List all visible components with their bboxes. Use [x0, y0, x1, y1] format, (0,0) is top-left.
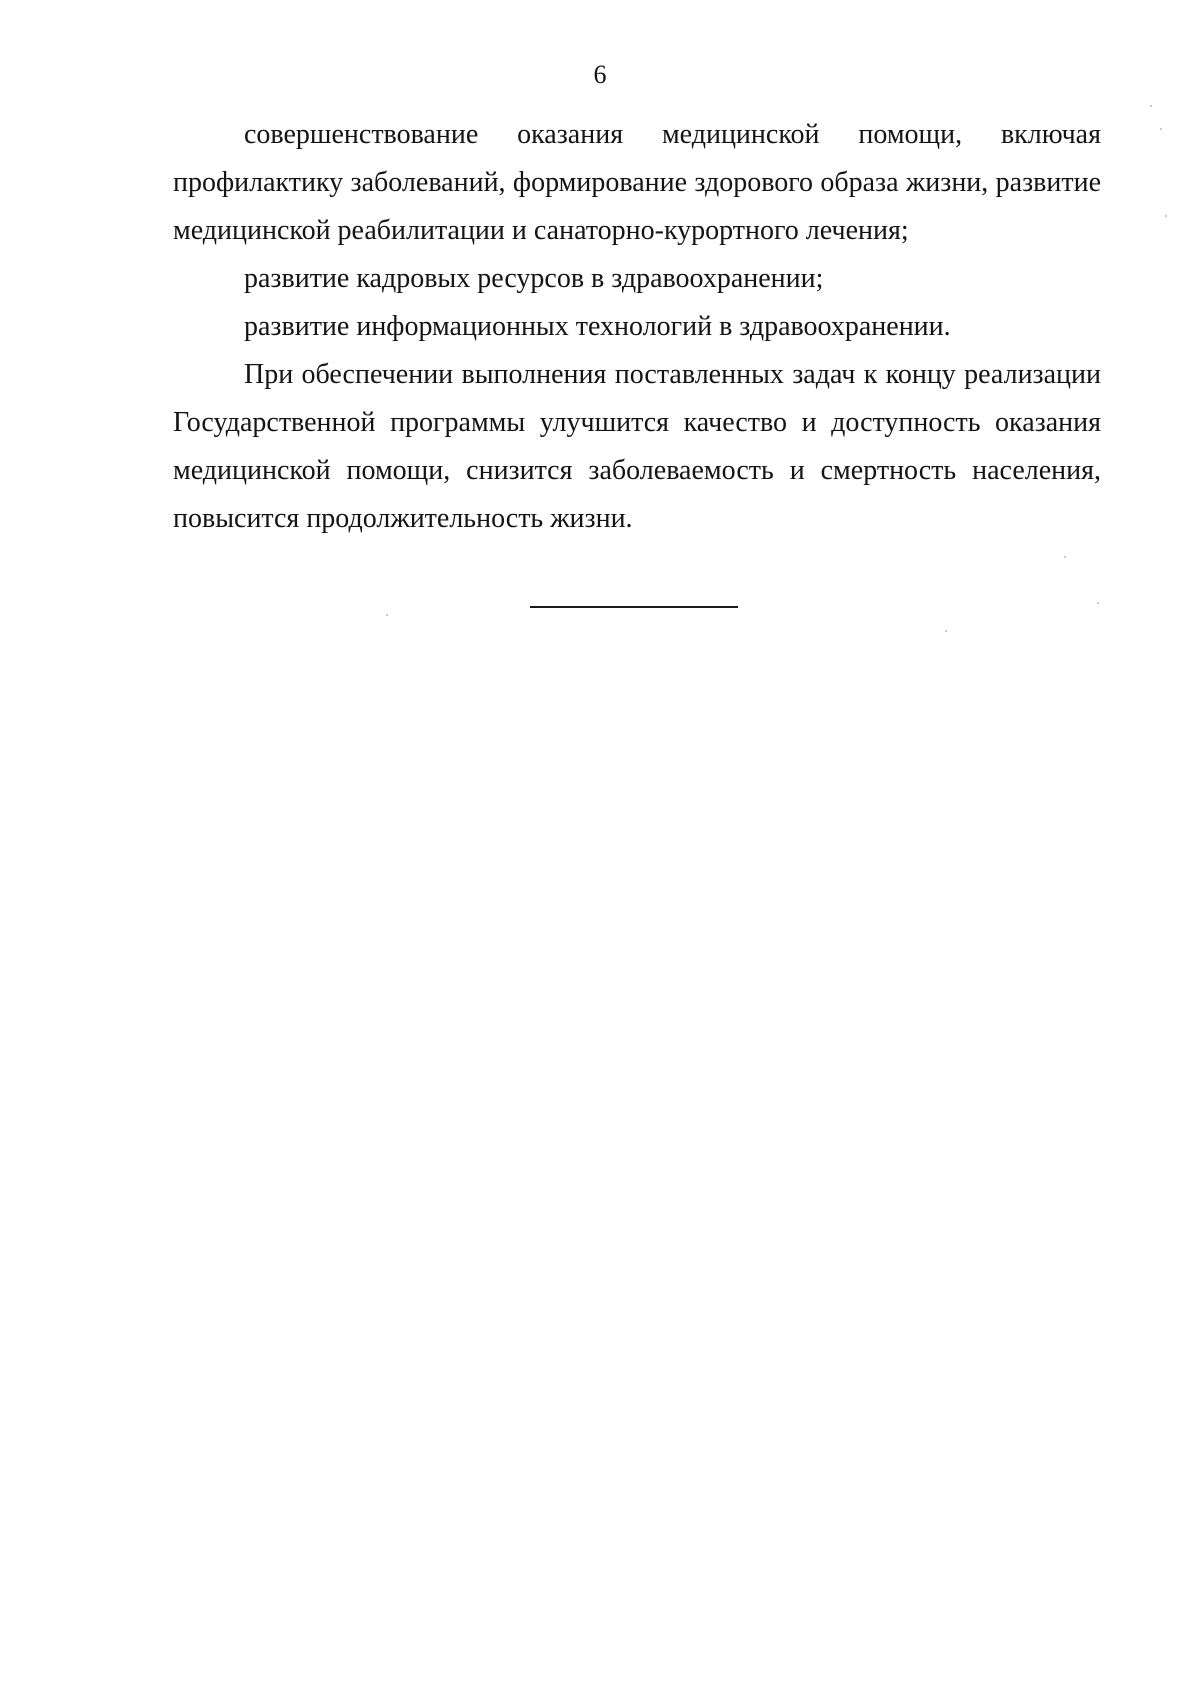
- scan-speck: [1165, 215, 1167, 217]
- scan-speck: [1064, 556, 1066, 558]
- scan-speck: [386, 614, 388, 616]
- paragraph-information-technologies: развитие информационных технологий в здравоохранении.: [244, 311, 951, 342]
- body-text: [173, 111, 1101, 543]
- scan-speck: [945, 630, 947, 632]
- end-separator-line: [530, 606, 738, 608]
- scan-speck: [1160, 128, 1162, 130]
- paragraph-expected-results: При обеспечении выполнения поставленных задач к концу реализации Государственной программы улучшится качество и доступность оказания медицинской помощи, снизится заболеваемость и смертность населения, повысится продолжительность жизни.: [173, 359, 1101, 534]
- paragraph-human-resources: развитие кадровых ресурсов в здравоохранении;: [244, 263, 824, 294]
- scan-speck: [1097, 602, 1099, 604]
- paragraph-healthcare-improvement: совершенствование оказания медицинской помощи, включая профилактику заболеваний, формирование здорового образа жизни, развитие медицинской реабилитации и санаторно-курортного лечения;: [173, 119, 1101, 246]
- scan-speck: [1150, 105, 1152, 107]
- page-number: 6: [593, 60, 607, 89]
